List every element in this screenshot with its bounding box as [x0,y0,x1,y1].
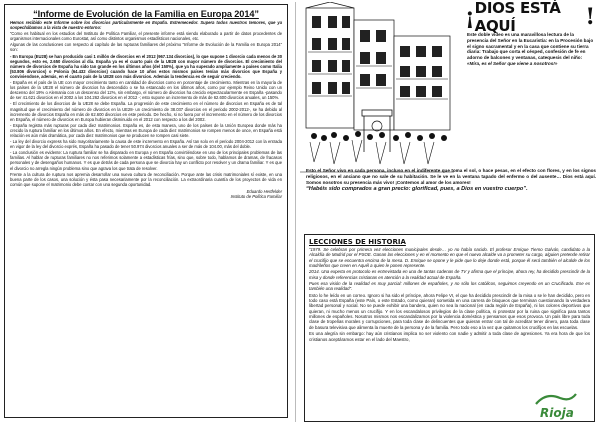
signature-name: Eduardo Hertfelder [246,188,282,194]
article-paragraph: - La conclusión es evidente: La ruptura familiar se ha disparado en Europa y en España convirtiéndose en uno de los principales problemas de las familias. Al hablar de rupturas familiares no nos referimos solamente a estadísticas frías, sino que, sobre todo, hablamos de dramas, de fracasos personales y de desengaños humanos. Y es que detrás de cada persona que se divorcia hay un conflicto por resolver y un drama familiar. Y es que el divorcio no arregla ningún problema sino que agrava los que trata de resolver. [10,150,282,171]
history-paragraph: Es una alegría sin embargo: hay aún cristianos implica no ser violento con nadie y admitir a toda clase de agresiones. Ya era hora de que los cristianos aceptáramos estar en el lado del Maestro, [309,331,590,342]
logo-text: Rioja [540,406,574,420]
right-column [300,2,596,422]
article-title: “Informe de Evolución de la Familia en Europa 2014” [33,9,259,19]
rioja-logo-icon [532,390,592,420]
article-subtitle: Hemos recibido este Informe sobre los divorcios particularmente en España. Estremecedor. Supera todos nuestros temores, que ya sospechábamos a la vista de nuestro entorno: [10,20,282,31]
history-paragraph: 2014. Una experta en protocolo es entrevistada en una de tantas cadenas de TV y afirma que el príncipe, ahora rey, ha decidido prescindir de la misa y donde referencias cristianas en atención a la realidad actual de España. [309,269,590,280]
scripture-quote: “Habéis sido comprados a gran precio: glorificad, pues, a Dios en vuestro cuerpo”. [306,186,528,193]
headline-dios-esta-aqui [465,0,595,35]
history-paragraph: Pues esa visión de la realidad es muy parcial: millones de españoles, y no sólo los católicos, seguimos creyendo en un Crucificado. Ese es también una realidad”. [309,281,590,292]
history-paragraph: “1979. Se celebran por primera vez elecciones municipales desde… yo no había nacido. El profesor Enrique Tierno Galván, candidato a la Alcaldía de Madrid por el PSOE. Ganan las elecciones y en el momento en que el nuevo alcalde va a prometer su cargo, alguien pretende retirar el crucifijo que se encuentra encima de la mesa. D. Enrique se opone y le pide que lo deje donde está, porque él será también el alcalde de los madrileños que creen en Aquél a quien le ponen represente. [309,247,590,269]
presence-body: Esto el Señor vivo en cada persona, incluso en el indiferente que toma el sol, o hace pesas, en el efecto con flores, y en los signos religiosos, en el anciano que no sale de su habitación. Se le ve en la ventana tapado del enfermo o del ausente… Dios está aquí. Somos nosotros su presencia más vivo! ¡Contemos al amor de los amores! [306,168,596,185]
family-report-article [4,4,288,418]
signature-org: Instituto de Política Familiar [230,193,282,199]
article-paragraph: - El crecimiento de los divorcios de la UE28 se debe España. La progresión de este crecimiento en el número de divorcios en España es de tal magnitud que el crecimiento del número de divorcios en la UE28- un crecimiento de 38.037 divorcios en el periodo 2002-2012-, se ha debido al incremento de divorcios España en más de 62.600 divorcios en este periodo. De hecho, si no fuera por el incremento en el número de los divorcios en España, el número de divorcios en Europa hubieran disminuido en el 2012 con respecto a los del 2002. [10,101,282,122]
article-paragraph: “Como es habitual en los estudios del Instituto de Política Familiar, el presente informe está siendo elaborado a partir de datos procedentes de organismos internacionales como Eurostat, así como distintos organismos estadísticos nacionales, etc. [10,31,282,42]
article-paragraph: - La ley del divorcio express ha sido mayoritariamente la causa de este incremento en España. Así tan solo en el periodo 2004-2012 con la entrada en vigor de la ley del divorcio exprés, España ha pasado de tener 50.974 divorcios anuales a ser de más de 104.00, más del doble. [10,139,282,150]
history-lessons-title: LECCIONES DE HISTORIA [309,238,406,246]
article-paragraph: Algunas de las conclusiones con respecto al capítulo de las rupturas familiares del próximo “Informe de Evolución de la Familia en Europa 2014” son: [10,42,282,53]
intro-quote: «Mira, es el Señor que viene a nosotros!» [467,60,558,66]
article-signature [10,189,282,199]
history-paragraph: Esto lo he leído en un correo. Ignoro si ha sido el príncipe, ahora Felipe VI, el que ha decidido prescindir de la misa o se le han decidido, pero en todo caso está España (este País, o este Estado, como quieran) sometida en una carrera de bloqueos que terminan cuestionando la verdadera libertad personal y social. No se puede exhibir una bandera, quien no sea la nacional (en cada región de España), ni los colores deportivos que quieran, ni mucho menos un crucifijo. Y en los escandalosos privilegios de la clase política, ni protestar por la ruina que significa para tantos millones de españoles. Nosotros mismos nos escandalizamos por la violencia doméstica y pensamos que esos provoca. Un país libre para toda clase de tropelías morales y corrupciones, para toda clase de delincuentes que quieran entrar con tal de acreditar tener dinero, para toda clase de basura televisiva que alimenta la muerte de la persona y de la familia. Pero todo eso a la vez que quitamos los crucifijos en las escuelas. [309,292,590,330]
article-paragraph: - En Europa (EU28) se han producido casi 1 millón de divorcios en el 2012 (967.134 divorcios), lo que supone 1 divorcio cada menos de 30 segundos, esto es, 2.650 divorcios al día. España ya es el cuarto país de la UE28 con mayor número de divorcios. El crecimiento del número de divorcios de España ha sido tan grande en los últimos años (del 150%), que ya ha superado ampliamente a países como Italia (53.806 divorcios) o Polonia (64.432 divorcios) cuando hace 10 años estos mismos países tenían más divorcios que España y conviviendose, además, en el cuarto país de la UE28 con más divorcios. Además la tendencia es de seguir creciendo. [10,53,282,79]
intro-body: Este doble vídeo es una maravillosa lectura de la presencia del Señor en la Eucaristía: en la Procesión bajo el signo sacramental y en la casa que contiene su tierra diaria: Trabajo que corta el césped, confesión de fe en adorno de balcones y ventanas, catequesis del niño: [467,32,594,61]
procession-illustration [300,2,454,180]
headline-exclamation-open: ¡ [465,4,475,30]
page-fold-divider [295,2,296,422]
presence-text [306,168,596,193]
headline-text: DIOS ESTÁ AQUÍ [474,0,561,35]
article-paragraph: Frente a la cultura de ruptura nos apremia desarrollar una nueva cultura de reconciliación. Porque ante las crisis matrimoniales sí existe, en una buena parte de los casos, una solución y ésta pasa necesariamente por la reconciliación. La extraordinaria cuantía de los proyectos de vida en común que supone el matrimonio debe contar con una segunda oportunidad. [10,171,282,187]
article-paragraph: - España registra más rupturas por cada diez matrimonios. España es, de esta manera, uno de los países de la Unión Europea donde más ha crecido la ruptura familiar en los últimos años. En efecto, mientras en Europa de cada diez matrimonios se rompen menos de once, en España está relación es aún más dramática, por cada diez matrimonios que se producen se rompen casi siete. [10,122,282,138]
intro-text [467,32,595,67]
article-paragraph: - España es el país de la UE con mayor crecimiento tanto en cantidad de divorcios como en porcentaje de crecimiento. Mientras en la mayoría de los países de la UE28 el número de divorcios ha descendido o se ha estancado en los últimos años, como por ejemplo Reino Unido con un descenso del 19% o Alemania con un descenso del 12%, sin embargo, el número de divorcios ha crecido espectacularmente en España -pasando de ser 41.621 divorcios en el 2002 a los 104.262 divorcios en el 2012 -; esto supone un incremento de más de 62.600 divorcios anuales, un 150%. [10,80,282,101]
headline-exclamation-close: ! [585,4,595,30]
